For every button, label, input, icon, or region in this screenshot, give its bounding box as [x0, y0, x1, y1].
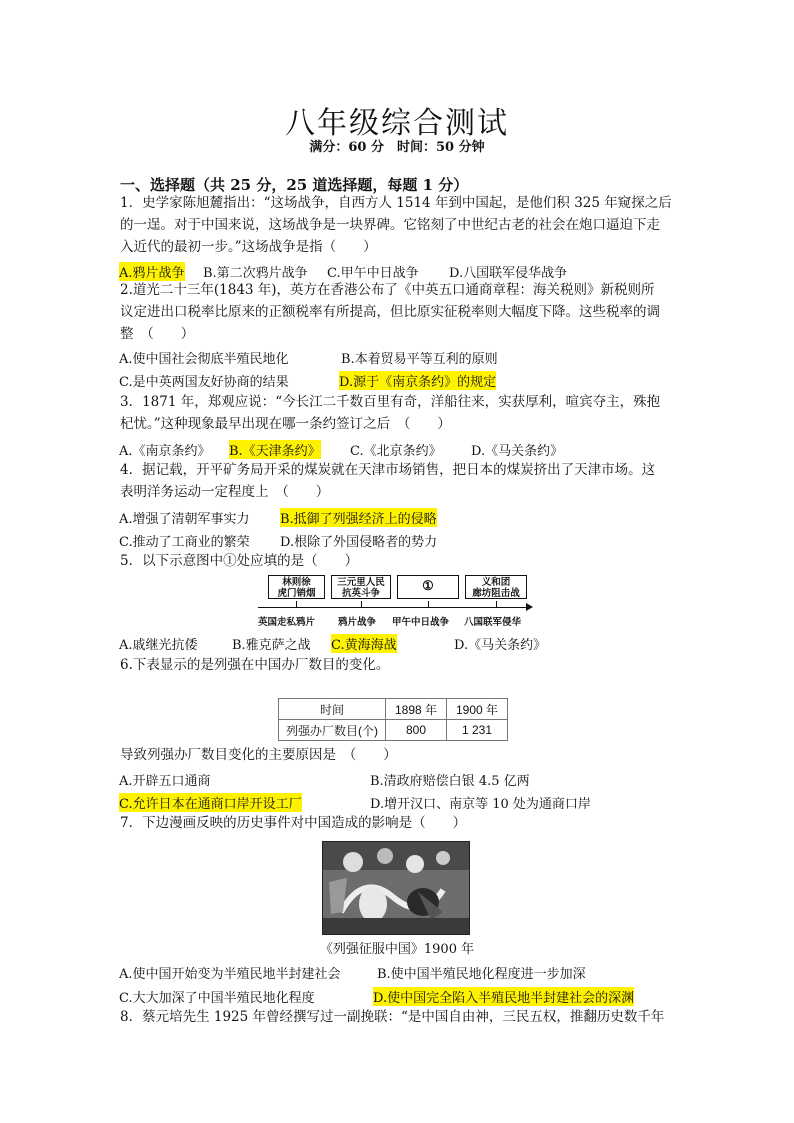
- table-header: 1898 年: [386, 699, 447, 720]
- factory-table: [278, 698, 508, 741]
- q2-line: 2.道光二十三年(1843 年)，英方在香港公布了《中英五口通商章程：海关税则》新税则所: [120, 282, 655, 298]
- q4-line: 4．据记载，开平矿务局开采的煤炭就在天津市场销售，把日本的煤炭挤出了天津市场。这: [120, 462, 656, 478]
- exam-meta: 满分：60 分 时间：50 分钟: [309, 140, 485, 155]
- table-header: 1900 年: [447, 699, 508, 720]
- q4-option-c: C.推动了工商业的繁荣: [119, 535, 250, 550]
- q8-line: 8．蔡元培先生 1925 年曾经撰写过一副挽联：“是中国自由神，三民五权，推翻历史数千年: [120, 1009, 665, 1025]
- table-cell: 800: [386, 720, 447, 741]
- timeline-axis: [258, 607, 528, 608]
- q5-option-c: C.黄海海战: [331, 634, 397, 653]
- timeline-box-text: ①: [422, 579, 434, 594]
- q1-line: 的一逞。对于中国来说，这场战争是一块界碑。它铭刻了中世纪古老的社会在炮口逼迫下走: [120, 217, 660, 233]
- q3-option-b: B.《天津条约》: [229, 440, 321, 459]
- q4-option-a: A.增强了清朝军事实力: [119, 512, 250, 527]
- timeline-box-2: [331, 575, 391, 599]
- timeline-tick: [428, 601, 429, 607]
- q7-option-d: D.使中国完全陷入半殖民地半封建社会的深渊: [373, 987, 634, 1006]
- q7-option-b: B.使中国半殖民地化程度进一步加深: [377, 967, 586, 982]
- q6-line: 导致列强办厂数目变化的主要原因是 （ ）: [120, 747, 397, 763]
- q2-option-b: B.本着贸易平等互利的原则: [341, 352, 498, 367]
- timeline-box-text: 三元里人民: [337, 577, 385, 588]
- q7-option-c: C.大大加深了中国半殖民地化程度: [119, 991, 315, 1006]
- q1-option-d: D.八国联军侵华战争: [449, 266, 568, 281]
- q5-option-a: A.戚继光抗倭: [119, 638, 198, 653]
- table-row: [279, 720, 508, 741]
- timeline-tick: [361, 601, 362, 607]
- q6-option-d: D.增开汉口、南京等 10 处为通商口岸: [370, 797, 591, 812]
- q4-option-b: B.抵御了列强经济上的侵略: [280, 508, 437, 527]
- q2-option-c: C.是中英两国友好协商的结果: [119, 375, 289, 390]
- timeline-box-1: [268, 575, 325, 599]
- q6-line: 6.下表显示的是列强在中国办厂数目的变化。: [120, 657, 390, 673]
- q2-line: 整 （ ）: [120, 326, 195, 342]
- section-heading: 一、选择题（共 25 分，25 道选择题，每题 1 分）: [120, 176, 469, 194]
- q3-option-c: C.《北京条约》: [350, 444, 442, 459]
- q7-line: 7．下边漫画反映的历史事件对中国造成的影响是（ ）: [120, 815, 467, 831]
- q3-option-d: D.《马关条约》: [471, 444, 564, 459]
- q1-line: 入近代的最初一步。”这场战争是指（ ）: [120, 239, 377, 255]
- timeline-box-4: [465, 575, 527, 599]
- cartoon-illustration: [323, 842, 469, 934]
- q6-option-a: A.开辟五口通商: [119, 774, 211, 789]
- timeline-label: 英国走私鸦片: [258, 617, 316, 628]
- timeline-box-text: 虎门销烟: [277, 588, 316, 599]
- q2-line: 议定进出口税率比原来的正额税率有所提高，但比原实征税率则大幅度下降。这些税率的调: [120, 304, 660, 320]
- table-cell: 列强办厂数目(个): [279, 720, 386, 741]
- timeline-box-text: 廊坊阻击战: [472, 588, 520, 599]
- table-header: 时间: [279, 699, 386, 720]
- q1-option-a: A.鸦片战争: [119, 262, 185, 281]
- q7-option-a: A.使中国开始变为半殖民地半封建社会: [119, 967, 341, 982]
- timeline-label: 甲午中日战争: [392, 617, 450, 628]
- table-header-row: [279, 699, 508, 720]
- q3-option-a: A.《南京条约》: [119, 444, 211, 459]
- q5-option-b: B.雅克萨之战: [232, 638, 311, 653]
- q6-option-b: B.清政府赔偿白银 4.5 亿两: [370, 774, 530, 789]
- timeline-box-text: 义和团: [481, 577, 511, 588]
- q2-option-a: A.使中国社会彻底半殖民地化: [119, 352, 289, 367]
- q5-option-d: D.《马关条约》: [454, 638, 547, 653]
- q3-line: 3．1871 年，郑观应说：“今长江二千数百里有奇，洋船往来，实获厚利，喧宾夺主，殊抱: [120, 394, 661, 410]
- table-cell: 1 231: [447, 720, 508, 741]
- timeline-label: 鸦片战争: [338, 617, 377, 628]
- timeline-tick: [296, 601, 297, 607]
- q3-line: 杞忧。”这种现象最早出现在哪一条约签订之后 （ ）: [120, 416, 451, 432]
- q2-option-d: D.源于《南京条约》的规定: [339, 371, 496, 390]
- timeline-box-text: 林则徐: [282, 577, 311, 588]
- timeline-arrow: [526, 603, 533, 611]
- page-title: 八年级综合测试: [285, 106, 509, 141]
- q1-option-b: B.第二次鸦片战争: [203, 266, 308, 281]
- q5-line: 5．以下示意图中①处应填的是（ ）: [120, 553, 359, 569]
- q4-line: 表明洋务运动一定程度上 （ ）: [120, 484, 330, 500]
- q4-option-d: D.根除了外国侵略者的势力: [280, 535, 438, 550]
- cartoon-image: [322, 841, 470, 935]
- timeline-label: 八国联军侵华: [464, 617, 522, 628]
- timeline-box-text: 抗英斗争: [341, 588, 380, 599]
- q1-line: 1．史学家陈旭麓指出：“这场战争，自西方人 1514 年到中国起，是他们积 325 年窥探之后: [120, 195, 672, 211]
- cartoon-caption: 《列强征服中国》1900 年: [319, 942, 475, 957]
- timeline-box-blank: [397, 575, 459, 599]
- timeline-tick: [496, 601, 497, 607]
- q1-option-c: C.甲午中日战争: [327, 266, 419, 281]
- q6-option-c: C.允许日本在通商口岸开设工厂: [119, 793, 302, 812]
